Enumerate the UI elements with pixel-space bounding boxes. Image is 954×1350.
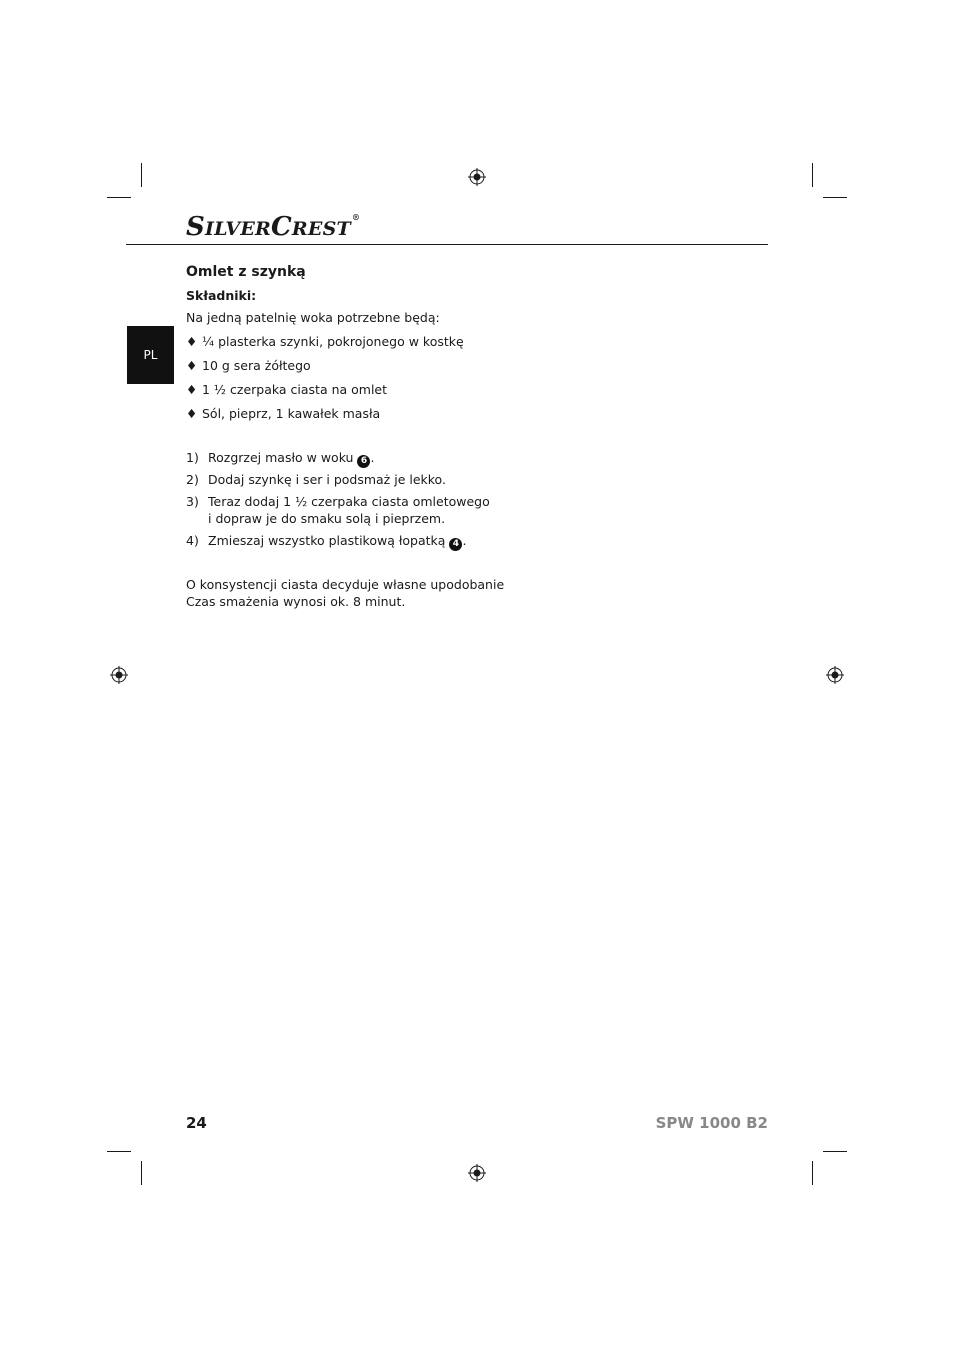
crop-mark — [107, 1151, 131, 1152]
page-number: 24 — [186, 1114, 207, 1132]
step-item: 4) Zmieszaj wszystko plastikową łopatką 4 . — [186, 533, 467, 549]
recipe-title: Omlet z szynką — [186, 264, 306, 280]
crop-mark — [823, 1151, 847, 1152]
crop-mark — [812, 1161, 813, 1185]
note-text: Czas smażenia wynosi ok. 8 minut. — [186, 594, 406, 609]
part-number-badge: 6 — [357, 455, 370, 468]
bullet-diamond-icon: ♦ — [186, 406, 198, 421]
language-tab — [127, 326, 174, 384]
bullet-diamond-icon: ♦ — [186, 382, 198, 397]
crop-mark — [812, 163, 813, 187]
registration-mark-icon — [826, 666, 844, 684]
intro-text: Na jedną patelnię woka potrzebne będą: — [186, 310, 440, 325]
list-item: ♦ 1 ½ czerpaka ciasta na omlet — [186, 382, 388, 397]
crop-mark — [107, 197, 131, 198]
header-rule — [126, 244, 768, 245]
bullet-diamond-icon: ♦ — [186, 358, 198, 373]
step-item: 1) Rozgrzej masło w woku 6 . — [186, 450, 375, 466]
crop-mark — [141, 1161, 142, 1185]
registration-mark-icon — [468, 168, 486, 186]
ingredients-heading: Składniki: — [186, 288, 257, 303]
step-item: 2) Dodaj szynkę i ser i podsmaż je lekko. — [186, 472, 446, 487]
bullet-diamond-icon: ♦ — [186, 334, 198, 349]
list-item: ♦ ¼ plasterka szynki, pokrojonego w kostkę — [186, 334, 464, 349]
language-tab-label: PL — [143, 348, 158, 362]
step-item: 3) Teraz dodaj 1 ½ czerpaka ciasta omletowego i dopraw je do smaku solą i pieprzem. — [186, 494, 490, 526]
model-number: SPW 1000 B2 — [655, 1114, 768, 1132]
brand-logo: SILVERCREST® — [186, 212, 361, 242]
crop-mark — [141, 163, 142, 187]
part-number-badge: 4 — [449, 538, 462, 551]
list-item: ♦ 10 g sera żółtego — [186, 358, 311, 373]
list-item: ♦ Sól, pieprz, 1 kawałek masła — [186, 406, 381, 421]
crop-mark — [823, 197, 847, 198]
registration-mark-icon — [468, 1164, 486, 1182]
note-text: O konsystencji ciasta decyduje własne upodobanie — [186, 577, 505, 592]
registration-mark-icon — [110, 666, 128, 684]
